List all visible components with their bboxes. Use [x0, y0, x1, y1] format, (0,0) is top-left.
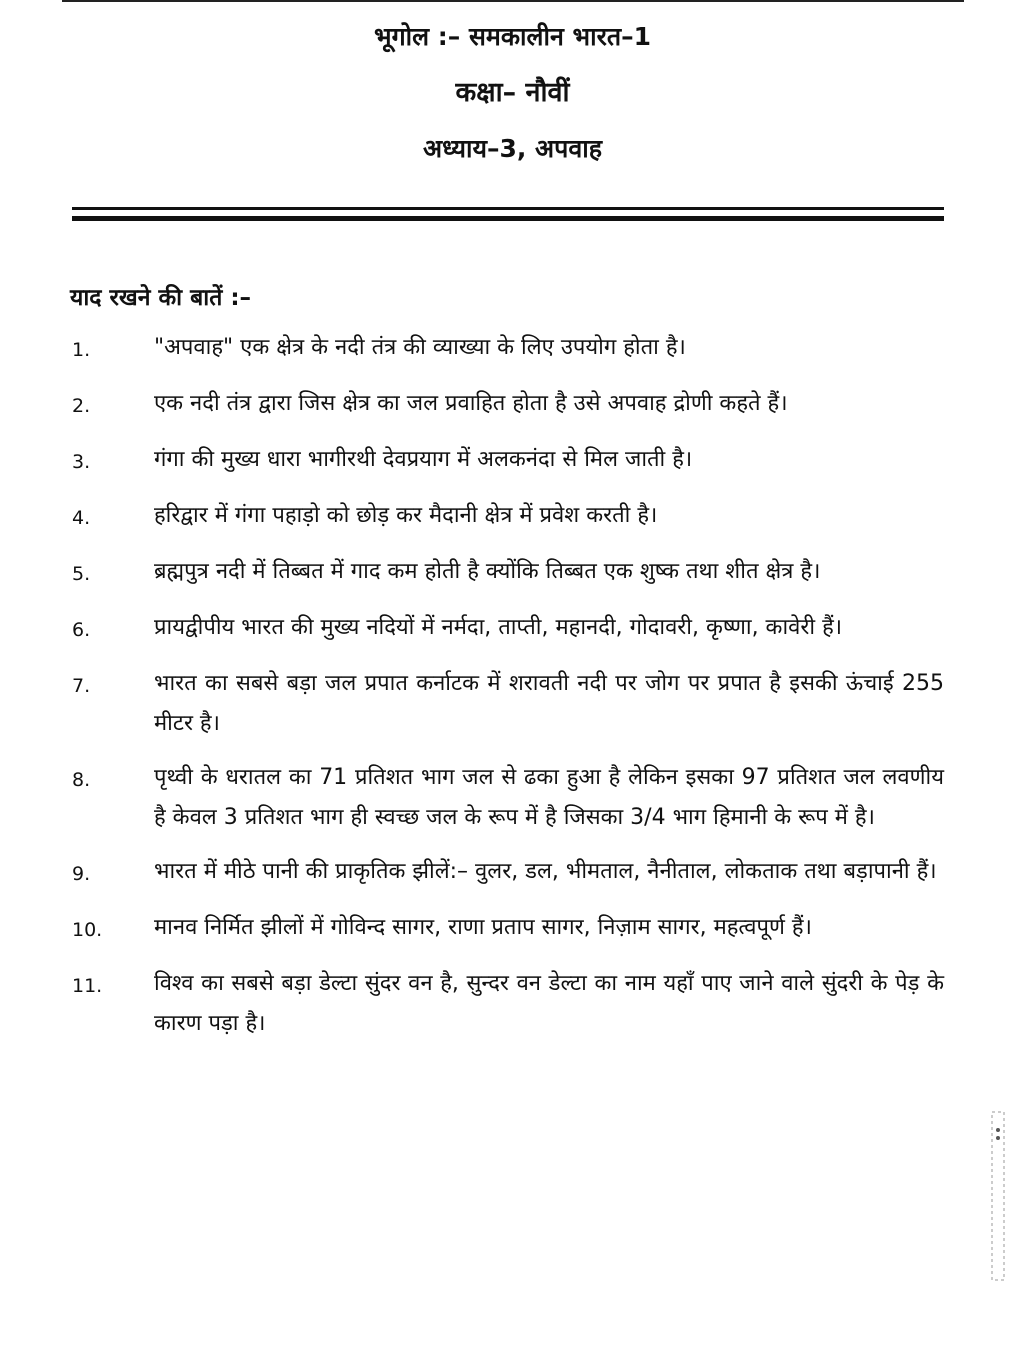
item-text: मानव निर्मित झीलों में गोविन्द सागर, राणा प्रताप सागर, निज़ाम सागर, महत्वपूर्ण हैं।: [154, 915, 812, 940]
page-header: [0, 22, 1025, 164]
list-item: [72, 758, 944, 838]
list-item: [72, 328, 944, 370]
item-text: हरिद्वार में गंगा पहाड़ो को छोड़ कर मैदानी क्षेत्र में प्रवेश करती है।: [154, 503, 658, 528]
item-number: 6.: [72, 619, 91, 641]
list-item: [72, 664, 944, 744]
item-text: भारत का सबसे बड़ा जल प्रपात कर्नाटक में शरावती नदी पर जोग पर प्रपात है इसकी ऊंचाई 255 मीटर है।: [154, 671, 944, 736]
item-number: 7.: [72, 675, 91, 697]
item-number: 10.: [72, 919, 103, 941]
item-text: भारत में मीठे पानी की प्राकृतिक झीलें:– वुलर, डल, भीमताल, नैनीताल, लोकताक तथा बड़ापानी हैं।: [154, 859, 937, 884]
item-text: विश्व का सबसे बड़ा डेल्टा सुंदर वन है, सुन्दर वन डेल्टा का नाम यहाँ पाए जाने वाले सुंदरी के पेड़ के कारण पड़ा है।: [154, 971, 944, 1036]
list-item: [72, 384, 944, 426]
item-number: 1.: [72, 339, 91, 361]
list-item: [72, 852, 944, 894]
points-list: [72, 328, 944, 1058]
item-text: गंगा की मुख्य धारा भागीरथी देवप्रयाग में अलकनंदा से मिल जाती है।: [154, 447, 693, 472]
list-item: [72, 608, 944, 650]
item-text: पृथ्वी के धरातल का 71 प्रतिशत भाग जल से ढका हुआ है लेकिन इसका 97 प्रतिशत जल लवणीय है केवल 3 प्रतिशत भाग ही स्वच्छ जल के रूप में है जिसका 3/4 भाग हिमानी के रूप में है।: [154, 765, 944, 830]
item-text: "अपवाह" एक क्षेत्र के नदी तंत्र की व्याख्या के लिए उपयोग होता है।: [154, 335, 686, 360]
list-item: [72, 496, 944, 538]
list-item: [72, 964, 944, 1044]
item-number: 9.: [72, 863, 91, 885]
item-number: 2.: [72, 395, 91, 417]
item-number: 3.: [72, 451, 91, 473]
section-title: याद रखने की बातें :–: [70, 285, 252, 311]
side-watermark: [982, 1108, 1014, 1284]
item-text: एक नदी तंत्र द्वारा जिस क्षेत्र का जल प्रवाहित होता है उसे अपवाह द्रोणी कहते हैं।: [154, 391, 788, 416]
list-item: [72, 440, 944, 482]
item-number: 5.: [72, 563, 91, 585]
item-text: ब्रह्मपुत्र नदी में तिब्बत में गाद कम होती है क्योंकि तिब्बत एक शुष्क तथा शीत क्षेत्र है।: [154, 559, 821, 584]
list-item: [72, 908, 944, 950]
item-number: 11.: [72, 975, 103, 997]
watermark-mark: [982, 1108, 1014, 1284]
item-number: 4.: [72, 507, 91, 529]
item-number: 8.: [72, 769, 91, 791]
subject-title: भूगोल :– समकालीन भारत–1: [374, 22, 651, 51]
list-item: [72, 552, 944, 594]
chapter-title: अध्याय–3, अपवाह: [422, 134, 603, 163]
header-divider: [72, 207, 944, 221]
top-rule: [62, 0, 964, 2]
divider-thin-line: [72, 207, 944, 210]
divider-thick-line: [72, 216, 944, 221]
class-title: कक्षा– नौवीं: [455, 77, 570, 108]
item-text: प्रायद्वीपीय भारत की मुख्य नदियों में नर्मदा, ताप्ती, महानदी, गोदावरी, कृष्णा, कावेरी हैं।: [154, 615, 843, 640]
